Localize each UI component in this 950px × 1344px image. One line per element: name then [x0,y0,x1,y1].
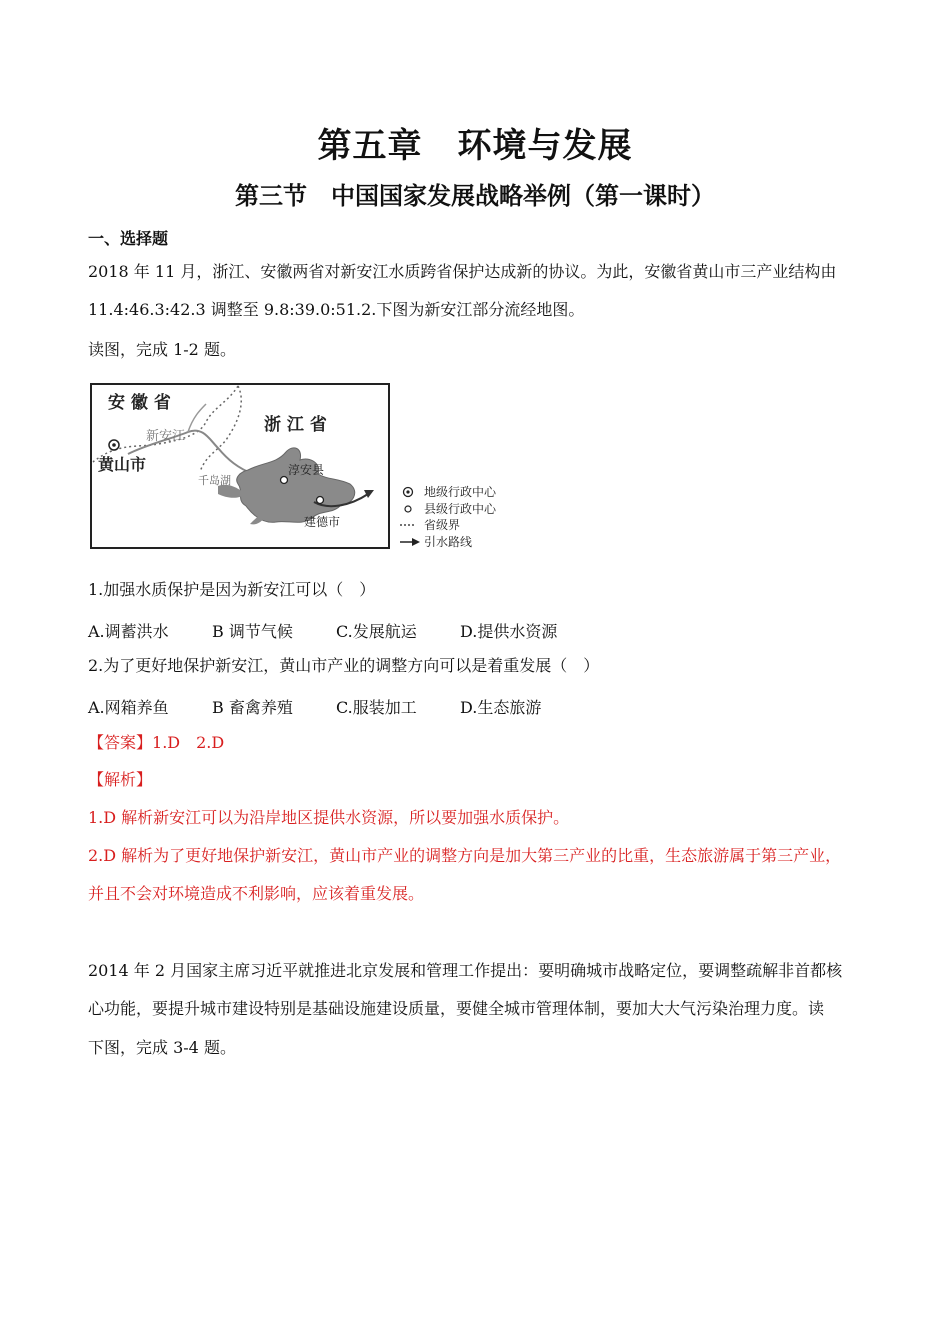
explanation-2-line-1: 2.D 解析为了更好地保护新安江，黄山市产业的调整方向是加大第三产业的比重，生态旅游属于第三产业， [88,846,842,865]
label-qiandaohu: 千岛湖 [198,474,231,487]
q1-stem: 1.加强水质保护是因为新安江可以（ ） [88,580,376,599]
label-zhejiang: 浙 江 省 [264,415,327,435]
label-xinanjiang: 新安江 [146,429,186,444]
section2-line-1: 2014 年 2 月国家主席习近平就推进北京发展和管理工作提出：要明确城市战略定位，要调整疏解非首都核 [88,961,843,980]
label-chunan: 淳安县 [288,463,325,477]
section-heading: 一、选择题 [88,229,169,248]
xinanjiang-map [88,382,518,552]
label-huangshan: 黄山市 [98,455,147,474]
label-anhui: 安 徽 省 [108,393,171,413]
q2-option-c: C.服装加工 [336,698,417,717]
q1-option-a: A.调蓄洪水 [88,622,169,641]
q1-option-b: B 调节气候 [212,622,293,641]
label-jiande: 建德市 [304,515,341,529]
q2-option-a: A.网箱养鱼 [88,698,169,717]
explanation-2-line-2: 并且不会对环境造成不利影响，应该着重发展。 [88,884,425,903]
q2-option-b: B 畜禽养殖 [212,698,293,717]
section2-line-2: 心功能，要提升城市建设特别是基础设施建设质量，要健全城市管理体制，要加大大气污染治理力度。读 [88,999,825,1018]
legend-route: 引水路线 [424,535,473,549]
q1-option-c: C.发展航运 [336,622,417,641]
answer-text: 1.D 2.D [152,733,225,752]
read-instruction: 读图，完成 1-2 题。 [88,340,236,359]
answer-line [88,733,224,753]
q2-option-d: D.生态旅游 [460,698,542,717]
intro-line-1: 2018 年 11 月，浙江、安徽两省对新安江水质跨省保护达成新的协议。为此，安徽省黄山市三产业结构由 [88,262,837,281]
intro-line-2: 11.4:46.3:42.3 调整至 9.8:39.0:51.2.下图为新安江部分流经地图。 [88,300,585,319]
explanation-1: 1.D 解析新安江可以为沿岸地区提供水资源，所以要加强水质保护。 [88,808,570,827]
legend-prefecture: 地级行政中心 [424,485,497,499]
q2-stem: 2.为了更好地保护新安江，黄山市产业的调整方向可以是着重发展（ ） [88,656,600,675]
answer-label: 【答案】 [88,733,153,752]
q1-option-d: D.提供水资源 [460,622,558,641]
legend-county: 县级行政中心 [424,502,497,516]
section2-line-3: 下图，完成 3-4 题。 [88,1038,236,1057]
legend-boundary: 省级界 [424,518,461,532]
chapter-title: 第五章 环境与发展 [317,126,633,166]
analysis-label: 【解析】 [88,770,153,789]
section-subtitle: 第三节 中国国家发展战略举例（第一课时） [235,181,715,210]
